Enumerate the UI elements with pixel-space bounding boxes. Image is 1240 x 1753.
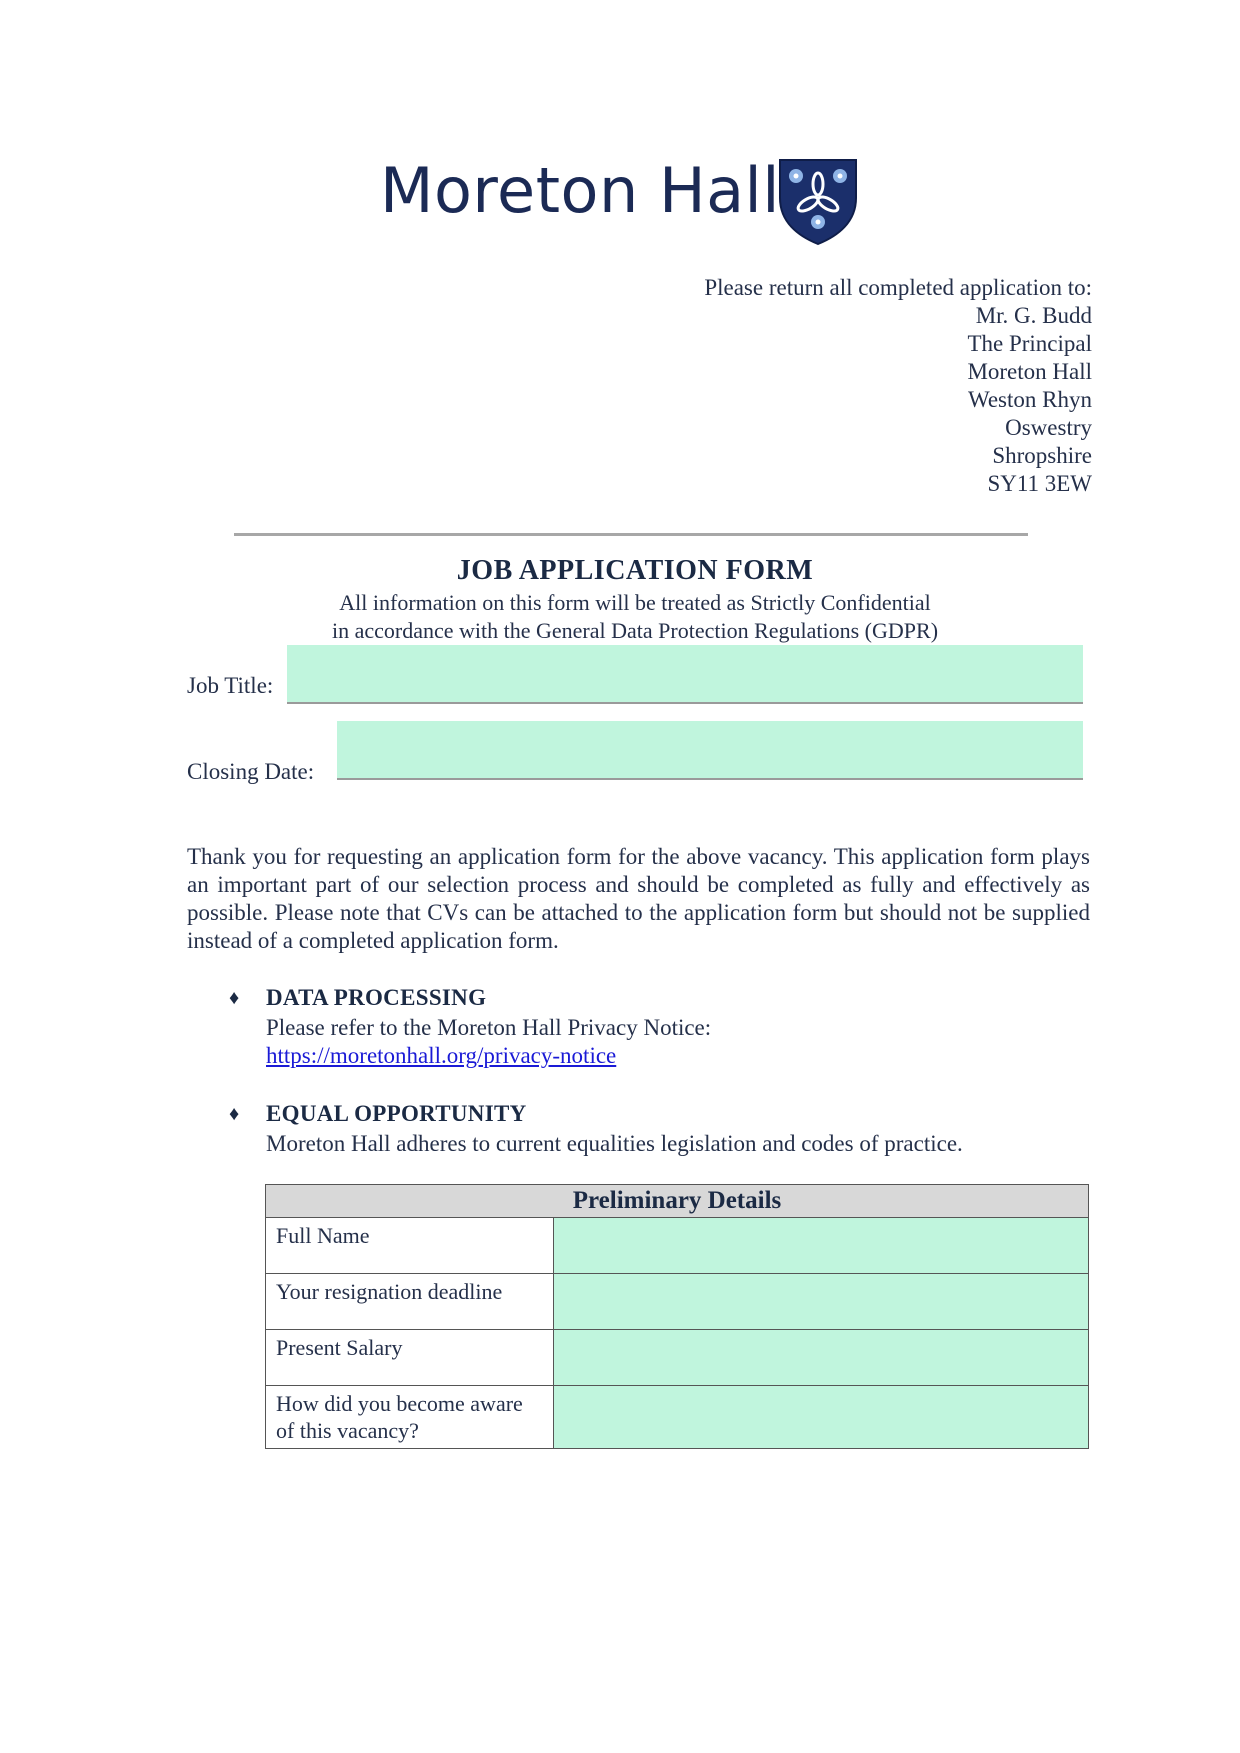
- return-address: [704, 274, 1092, 498]
- present-salary-input[interactable]: [554, 1330, 1089, 1386]
- job-title-underline: [287, 702, 1083, 704]
- equal-opportunity-heading: EQUAL OPPORTUNITY: [266, 1101, 527, 1126]
- bullet-diamond-icon: ♦: [229, 1103, 240, 1125]
- return-line: Mr. G. Budd: [975, 303, 1092, 328]
- return-line: Shropshire: [992, 443, 1092, 468]
- job-title-input[interactable]: [287, 645, 1083, 702]
- table-row: [266, 1218, 1089, 1274]
- bullet-diamond-icon: ♦: [229, 987, 240, 1009]
- intro-paragraph: Thank you for requesting an application form for the above vacancy. This application form plays an important part of our selection process and should be completed as fully and effectively as possible. Please note that CVs can be attached to the application form but should not be supplied instead of a completed application form.: [187, 844, 1090, 953]
- return-line: Weston Rhyn: [967, 387, 1092, 412]
- return-line: Moreton Hall: [967, 359, 1092, 384]
- return-line: The Principal: [967, 331, 1092, 356]
- closing-date-underline: [337, 778, 1083, 780]
- vacancy-source-input[interactable]: [554, 1386, 1089, 1449]
- resignation-deadline-label: Your resignation deadline: [266, 1274, 554, 1330]
- preliminary-details-title: Preliminary Details: [266, 1185, 1089, 1218]
- table-row: [266, 1386, 1089, 1449]
- data-processing-heading: DATA PROCESSING: [266, 985, 487, 1010]
- table-header-row: [266, 1185, 1089, 1218]
- closing-date-input[interactable]: [337, 721, 1083, 778]
- subtitle-line: in accordance with the General Data Protection Regulations (GDPR): [331, 618, 939, 643]
- full-name-input[interactable]: [554, 1218, 1089, 1274]
- confidentiality-note: [0, 589, 1240, 645]
- table-row: [266, 1274, 1089, 1330]
- subtitle-line: All information on this form will be treated as Strictly Confidential: [339, 590, 931, 615]
- resignation-deadline-input[interactable]: [554, 1274, 1089, 1330]
- closing-date-label: Closing Date:: [187, 759, 315, 784]
- vacancy-source-label: How did you become aware of this vacancy?: [266, 1386, 554, 1449]
- return-line: Please return all completed application to:: [704, 275, 1092, 300]
- present-salary-label: Present Salary: [266, 1330, 554, 1386]
- job-title-label: Job Title:: [187, 673, 274, 698]
- equal-opportunity-text: Moreton Hall adheres to current equalities legislation and codes of practice.: [266, 1131, 963, 1156]
- preliminary-details-table: [265, 1184, 1089, 1449]
- data-processing-text: Please refer to the Moreton Hall Privacy Notice:: [266, 1015, 712, 1040]
- form-title: JOB APPLICATION FORM: [456, 555, 814, 586]
- logo-wordmark: Moreton Hall: [380, 154, 781, 227]
- table-row: [266, 1330, 1089, 1386]
- return-line: Oswestry: [1005, 415, 1092, 440]
- return-line: SY11 3EW: [987, 471, 1092, 496]
- privacy-notice-link[interactable]: https://moretonhall.org/privacy-notice: [266, 1043, 617, 1068]
- full-name-label: Full Name: [266, 1218, 554, 1274]
- school-crest-icon: [776, 156, 860, 246]
- horizontal-divider: [234, 533, 1028, 536]
